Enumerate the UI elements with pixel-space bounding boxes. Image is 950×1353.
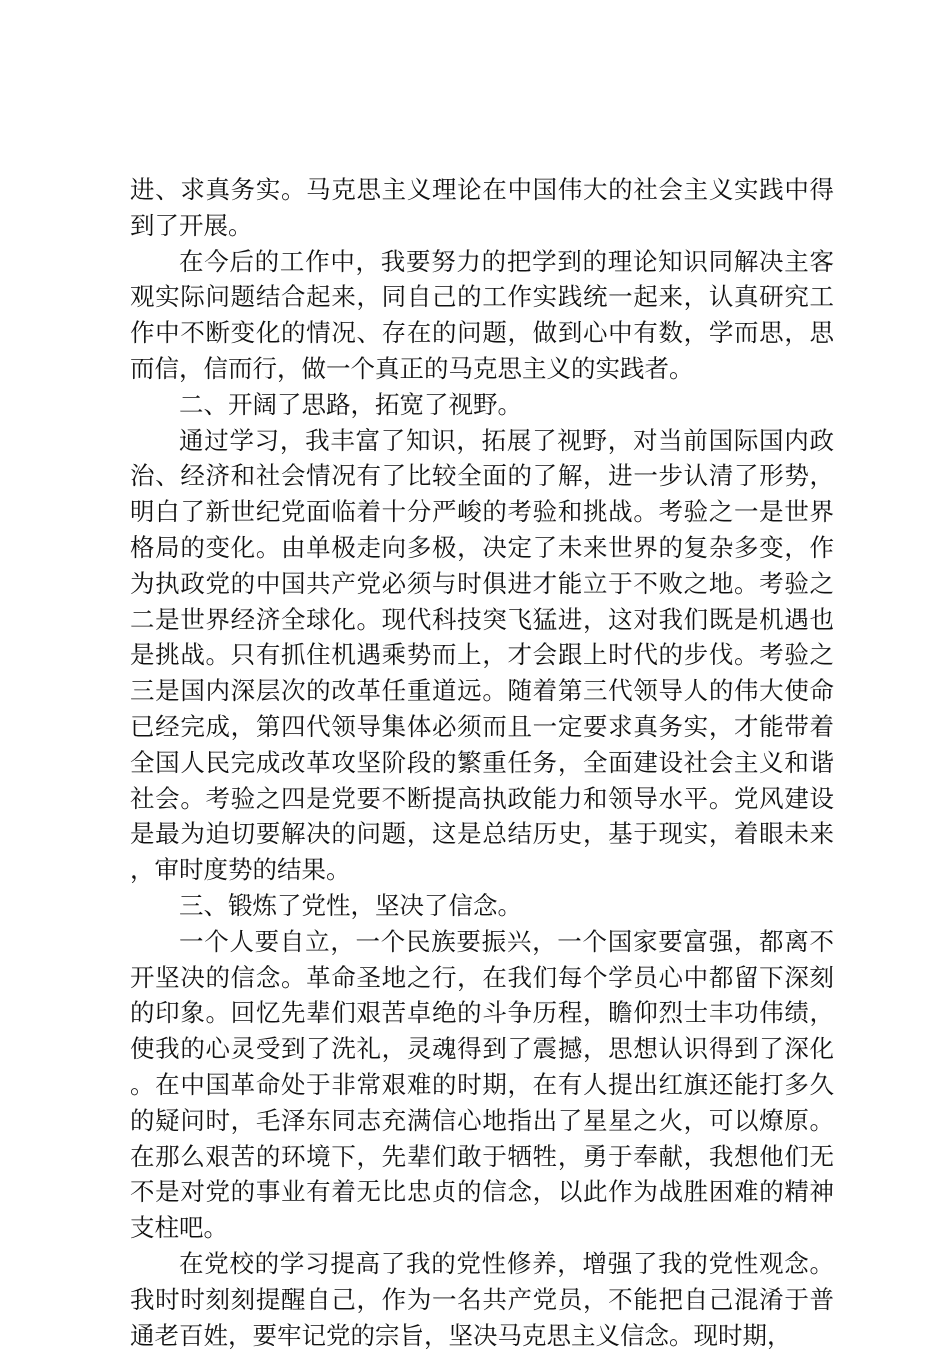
section-heading-three: 三、锻炼了党性，坚决了信念。 — [179, 890, 522, 920]
paragraph-future-work: 在今后的工作中，我要努力的把学到的理论知识同解决主客观实际问题结合起来，同自己的工作实践统一起来，认真研究工作中不断变化的情况、存在的问题，做到心中有数，学而思，思而信，信而行，做一个真正的马克思主义的实践者。 — [130, 246, 834, 383]
section-heading-two: 二、开阔了思路，拓宽了视野。 — [179, 389, 522, 419]
paragraph-belief: 一个人要自立，一个民族要振兴，一个国家要富强，都离不开坚决的信念。革命圣地之行，在我们每个学员心中都留下深刻的印象。回忆先辈们艰苦卓绝的斗争历程，瞻仰烈士丰功伟绩，使我的心灵受到了洗礼，灵魂得到了震撼，思想认识得到了深化。在中国革命处于非常艰难的时期，在有人提出红旗还能打多久的疑问时，毛泽东同志充满信心地指出了星星之火，可以燎原。在那么艰苦的环境下，先辈们敢于牺牲，勇于奉献，我想他们无不是对党的事业有着无比忠贞的信念，以此作为战胜困难的精神支柱吧。 — [130, 926, 834, 1243]
paragraph-party-school: 在党校的学习提高了我的党性修养，增强了我的党性观念。我时时刻刻提醒自己，作为一名共产党员，不能把自己混淆于普通老百姓，要牢记党的宗旨，坚决马克思主义信念。现时期， — [130, 1248, 834, 1350]
document-body — [130, 172, 834, 1353]
paragraph-challenges: 通过学习，我丰富了知识，拓展了视野，对当前国际国内政治、经济和社会情况有了比较全面的了解，进一步认清了形势，明白了新世纪党面临着十分严峻的考验和挑战。考验之一是世界格局的变化。由单极走向多极，决定了未来世界的复杂多变，作为执政党的中国共产党必须与时俱进才能立于不败之地。考验之二是世界经济全球化。现代科技突飞猛进，这对我们既是机遇也是挑战。只有抓住机遇乘势而上，才会跟上时代的步伐。考验之三是国内深层次的改革任重道远。随着第三代领导人的伟大使命已经完成，第四代领导集体必须而且一定要求真务实，才能带着全国人民完成改革攻坚阶段的繁重任务，全面建设社会主义和谐社会。考验之四是党要不断提高执政能力和领导水平。党风建设是最为迫切要解决的问题，这是总结历史，基于现实，着眼未来，审时度势的结果。 — [130, 425, 834, 885]
paragraph-continuation: 进、求真务实。马克思主义理论在中国伟大的社会主义实践中得到了开展。 — [130, 175, 834, 240]
